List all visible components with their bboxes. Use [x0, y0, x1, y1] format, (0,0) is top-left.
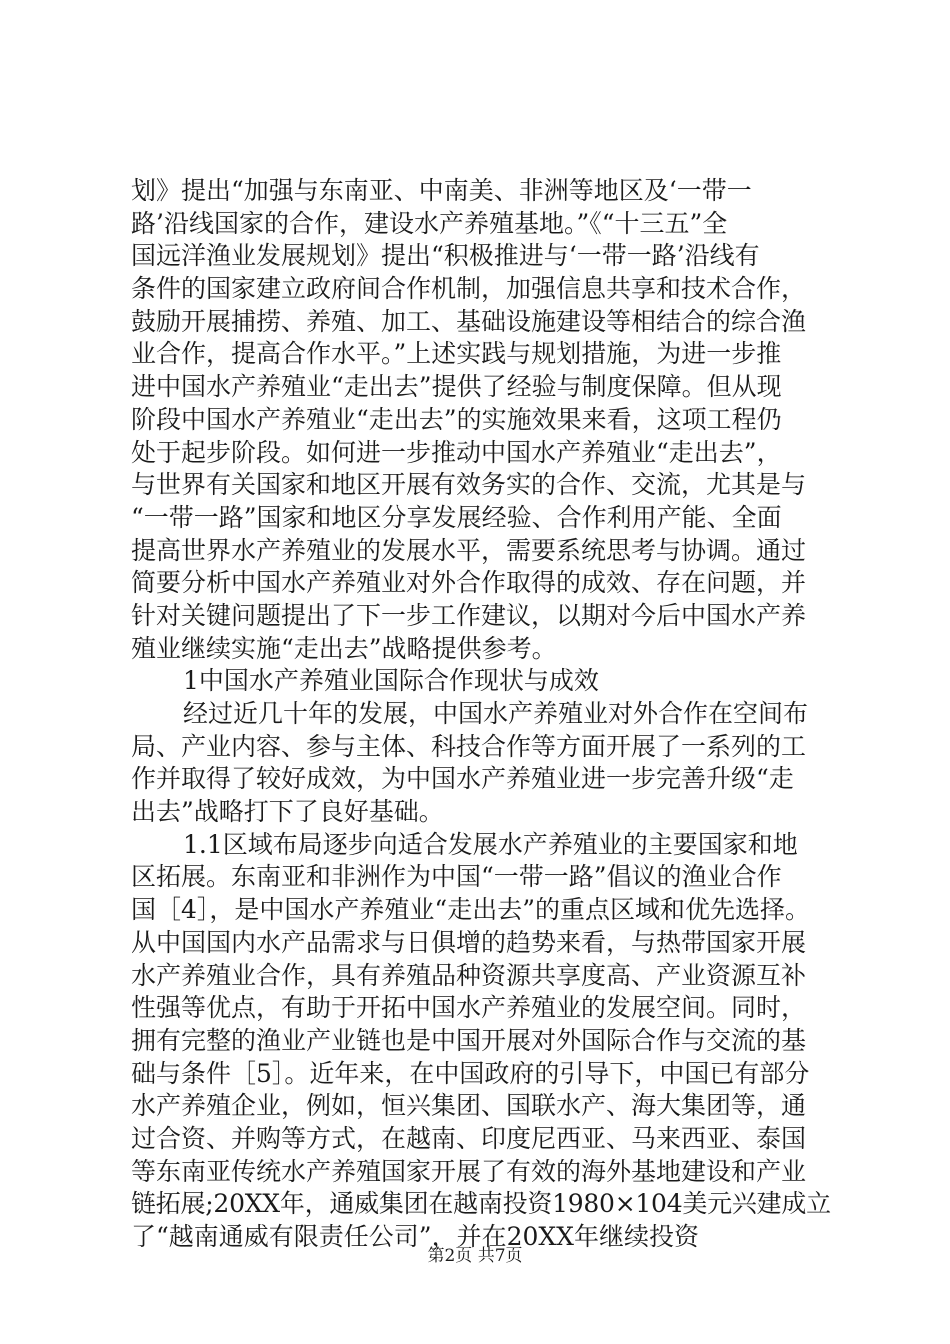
subsection-line: 1.1区域布局逐步向适合发展水产养殖业的主要国家和地	[183, 829, 798, 859]
text-line: 础与条件［5］。近年来，在中国政府的引导下，中国已有部分	[131, 1058, 810, 1088]
page-number-label: 第2页 共7页	[427, 1246, 523, 1266]
text-line: 阶段中国水产养殖业“走出去”的实施效果来看，这项工程仍	[131, 404, 782, 434]
text-line: 简要分析中国水产养殖业对外合作取得的成效、存在问题，并	[131, 568, 807, 598]
text-line: 出去”战略打下了良好基础。	[131, 797, 444, 827]
text-line: 鼓励开展捕捞、养殖、加工、基础设施建设等相结合的综合渔	[131, 306, 807, 336]
text-line: 提高世界水产养殖业的发展水平，需要系统思考与协调。通过	[131, 535, 807, 565]
text-line: 水产养殖企业，例如，恒兴集团、国联水产、海大集团等，通	[131, 1091, 807, 1121]
text-line: 殖业继续实施“走出去”战略提供参考。	[131, 633, 557, 663]
text-line: 路’沿线国家的合作，建设水产养殖基地。”《“十三五”全	[131, 208, 728, 238]
text-line: 针对关键问题提出了下一步工作建议，以期对今后中国水产养	[131, 600, 807, 630]
text-line: 业合作，提高合作水平。”上述实践与规划措施，为进一步推	[131, 339, 782, 369]
text-line: 与世界有关国家和地区开展有效务实的合作、交流，尤其是与	[131, 470, 807, 500]
text-line: 划》提出“加强与东南亚、中南美、非洲等地区及‘一带一	[131, 176, 752, 205]
text-line: 等东南亚传统水产养殖国家开展了有效的海外基地建设和产业	[131, 1156, 807, 1186]
text-line: 水产养殖业合作，具有养殖品种资源共享度高、产业资源互补	[131, 960, 807, 990]
page-footer	[0, 1241, 950, 1266]
text-line: 从中国国内水产品需求与日俱增的趋势来看，与热带国家开展	[131, 927, 807, 957]
text-line: 链拓展;20XX年，通威集团在越南投资1980×104美元兴建成立	[131, 1189, 831, 1219]
text-line: 经过近几十年的发展，中国水产养殖业对外合作在空间布	[183, 699, 809, 728]
text-line: “一带一路”国家和地区分享发展经验、合作利用产能、全面	[131, 502, 782, 532]
text-line: 条件的国家建立政府间合作机制，加强信息共享和技术合作，	[131, 274, 807, 304]
text-line: 性强等优点，有助于开拓中国水产养殖业的发展空间。同时，	[131, 993, 807, 1023]
text-line: 拥有完整的渔业产业链也是中国开展对外国际合作与交流的基	[131, 1025, 807, 1055]
text-line: 进中国水产养殖业“走出去”提供了经验与制度保障。但从现	[131, 372, 782, 402]
text-line: 国远洋渔业发展规划》提出“积极推进与‘一带一路’沿线有	[131, 241, 760, 271]
text-line: 了“越南通威有限责任公司”，并在20XX年继续投资	[131, 1222, 699, 1251]
text-line: 区拓展。东南亚和非洲作为中国“一带一路”倡议的渔业合作	[131, 862, 782, 892]
body-text	[131, 175, 831, 1254]
text-line: 过合资、并购等方式，在越南、印度尼西亚、马来西亚、泰国	[131, 1123, 807, 1153]
text-line: 作并取得了较好成效，为中国水产养殖业进一步完善升级“走	[131, 764, 794, 794]
section-heading: 1中国水产养殖业国际合作现状与成效	[183, 666, 599, 696]
text-line: 国［4］，是中国水产养殖业“走出去”的重点区域和优先选择。	[131, 895, 810, 925]
text-line: 处于起步阶段。如何进一步推动中国水产养殖业“走出去”，	[131, 437, 782, 467]
text-line: 局、产业内容、参与主体、科技合作等方面开展了一系列的工	[131, 731, 807, 761]
